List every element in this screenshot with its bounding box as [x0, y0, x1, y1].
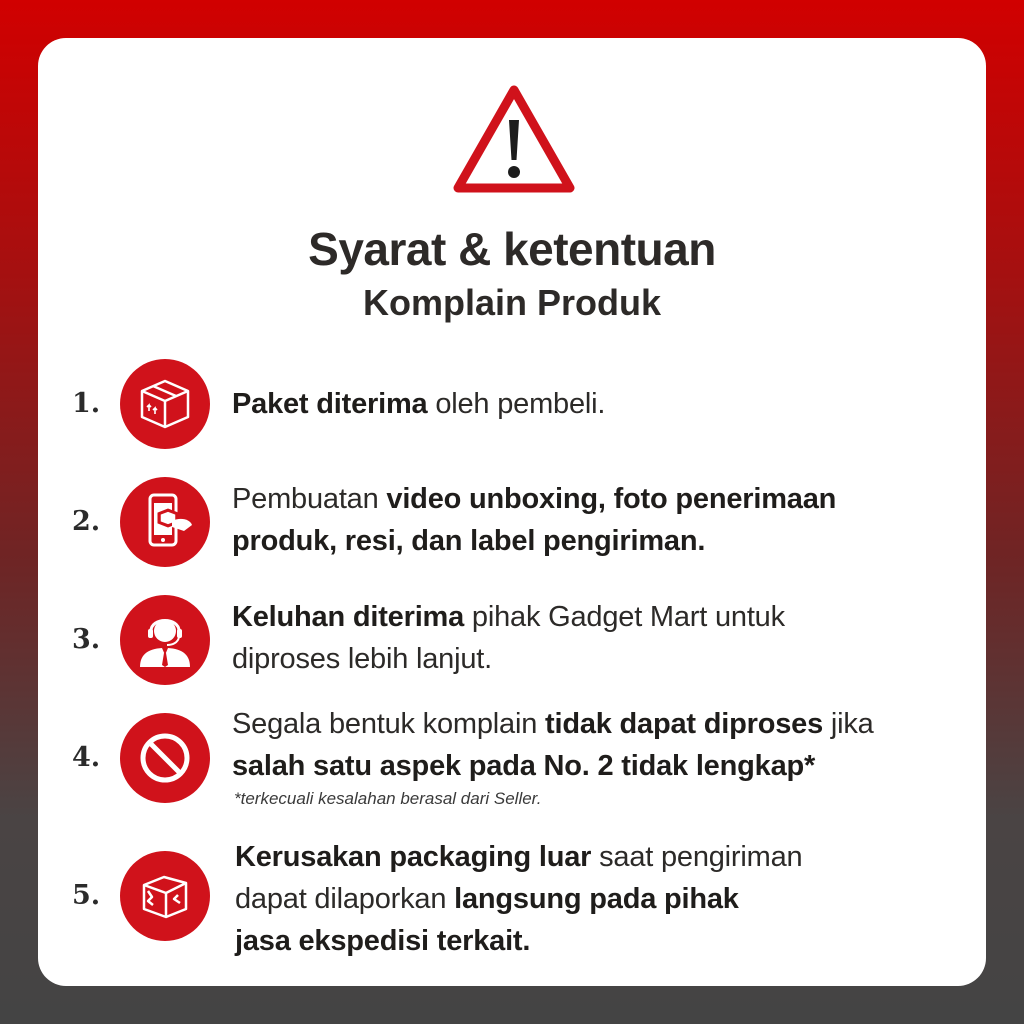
item-number: 5.: [72, 880, 101, 911]
warning-icon: [452, 84, 576, 194]
package-box-icon: [120, 359, 210, 449]
item-number: 4.: [72, 742, 101, 773]
damaged-package-icon: [120, 851, 210, 941]
item-text: Paket diterima oleh pembeli.: [232, 388, 606, 420]
item-footnote: *terkecuali kesalahan berasal dari Seller.: [234, 789, 542, 808]
prohibited-icon: [120, 713, 210, 803]
item-text: Kerusakan packaging luar saat pengiriman dapat dilaporkan langsung pada pihak jasa ekspedisi terkait.: [235, 841, 803, 957]
page-title: Syarat & ketentuan: [308, 223, 716, 275]
item-number: 3.: [72, 624, 101, 655]
page-subtitle: Komplain Produk: [362, 282, 662, 323]
item-text: Keluhan diterima pihak Gadget Mart untuk diproses lebih lanjut.: [232, 601, 785, 675]
item-text: Segala bentuk komplain tidak dapat diproses jika salah satu aspek pada No. 2 tidak lengkap*: [232, 708, 874, 782]
item-number: 2.: [72, 506, 101, 537]
customer-service-icon: [120, 595, 210, 685]
item-text: Pembuatan video unboxing, foto penerimaan produk, resi, dan label pengiriman.: [232, 483, 837, 557]
phone-unboxing-icon: [120, 477, 210, 567]
item-number: 1.: [72, 388, 101, 419]
